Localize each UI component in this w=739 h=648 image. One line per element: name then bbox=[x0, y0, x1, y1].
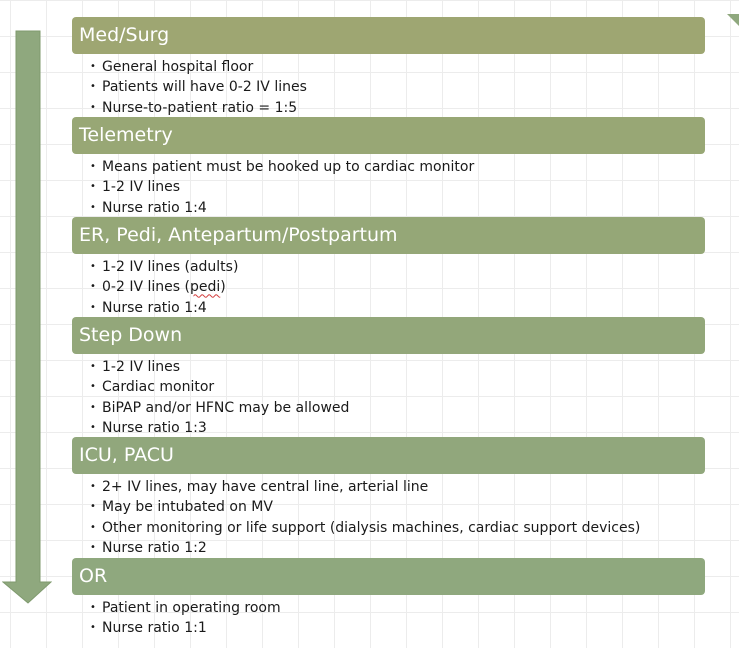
list-item: • Cardiac monitor bbox=[90, 377, 705, 397]
list-item: • Patients will have 0-2 IV lines bbox=[90, 77, 705, 97]
list-item bbox=[90, 277, 705, 297]
corner-triangle-icon bbox=[727, 14, 739, 26]
section-telemetry bbox=[72, 117, 705, 218]
section-med-surg bbox=[72, 17, 705, 118]
section-header: OR bbox=[72, 558, 705, 595]
section-items bbox=[72, 54, 705, 118]
list-item: • 1-2 IV lines bbox=[90, 177, 705, 197]
list-item: • Other monitoring or life support (dialysis machines, cardiac support devices) bbox=[90, 518, 705, 538]
section-header: Step Down bbox=[72, 317, 705, 354]
section-items bbox=[72, 154, 705, 218]
list-item: • Means patient must be hooked up to cardiac monitor bbox=[90, 157, 705, 177]
section-er-pedi-antepartum bbox=[72, 217, 705, 318]
section-items bbox=[72, 595, 705, 639]
down-arrow-shape bbox=[3, 31, 51, 603]
section-items bbox=[72, 254, 705, 318]
list-item: • 2+ IV lines, may have central line, arterial line bbox=[90, 477, 705, 497]
list-item: • Nurse ratio 1:4 bbox=[90, 298, 705, 318]
list-item: • Nurse ratio 1:2 bbox=[90, 538, 705, 558]
list-item: • 1-2 IV lines bbox=[90, 357, 705, 377]
list-item: • 1-2 IV lines (adults) bbox=[90, 257, 705, 277]
list-item: • Nurse-to-patient ratio = 1:5 bbox=[90, 98, 705, 118]
list-item-text: 0-2 IV lines ( bbox=[102, 279, 190, 296]
list-item: • Nurse ratio 1:4 bbox=[90, 198, 705, 218]
corner-triangle-shape bbox=[727, 14, 739, 26]
down-arrow-icon bbox=[2, 30, 52, 604]
section-header: ICU, PACU bbox=[72, 437, 705, 474]
list-item: • BiPAP and/or HFNC may be allowed bbox=[90, 398, 705, 418]
misspelled-word: pedi bbox=[189, 279, 221, 296]
section-step-down bbox=[72, 317, 705, 438]
section-items bbox=[72, 354, 705, 438]
list-item: • Nurse ratio 1:1 bbox=[90, 618, 705, 638]
list-item: • May be intubated on MV bbox=[90, 497, 705, 517]
section-or bbox=[72, 558, 705, 639]
section-header: ER, Pedi, Antepartum/Postpartum bbox=[72, 217, 705, 254]
section-header: Med/Surg bbox=[72, 17, 705, 54]
section-icu-pacu bbox=[72, 437, 705, 558]
list-item-text-end: ) bbox=[220, 279, 226, 296]
list-item: • Patient in operating room bbox=[90, 598, 705, 618]
section-header: Telemetry bbox=[72, 117, 705, 154]
list-item: • General hospital floor bbox=[90, 57, 705, 77]
list-item: • Nurse ratio 1:3 bbox=[90, 418, 705, 438]
section-items bbox=[72, 474, 705, 558]
